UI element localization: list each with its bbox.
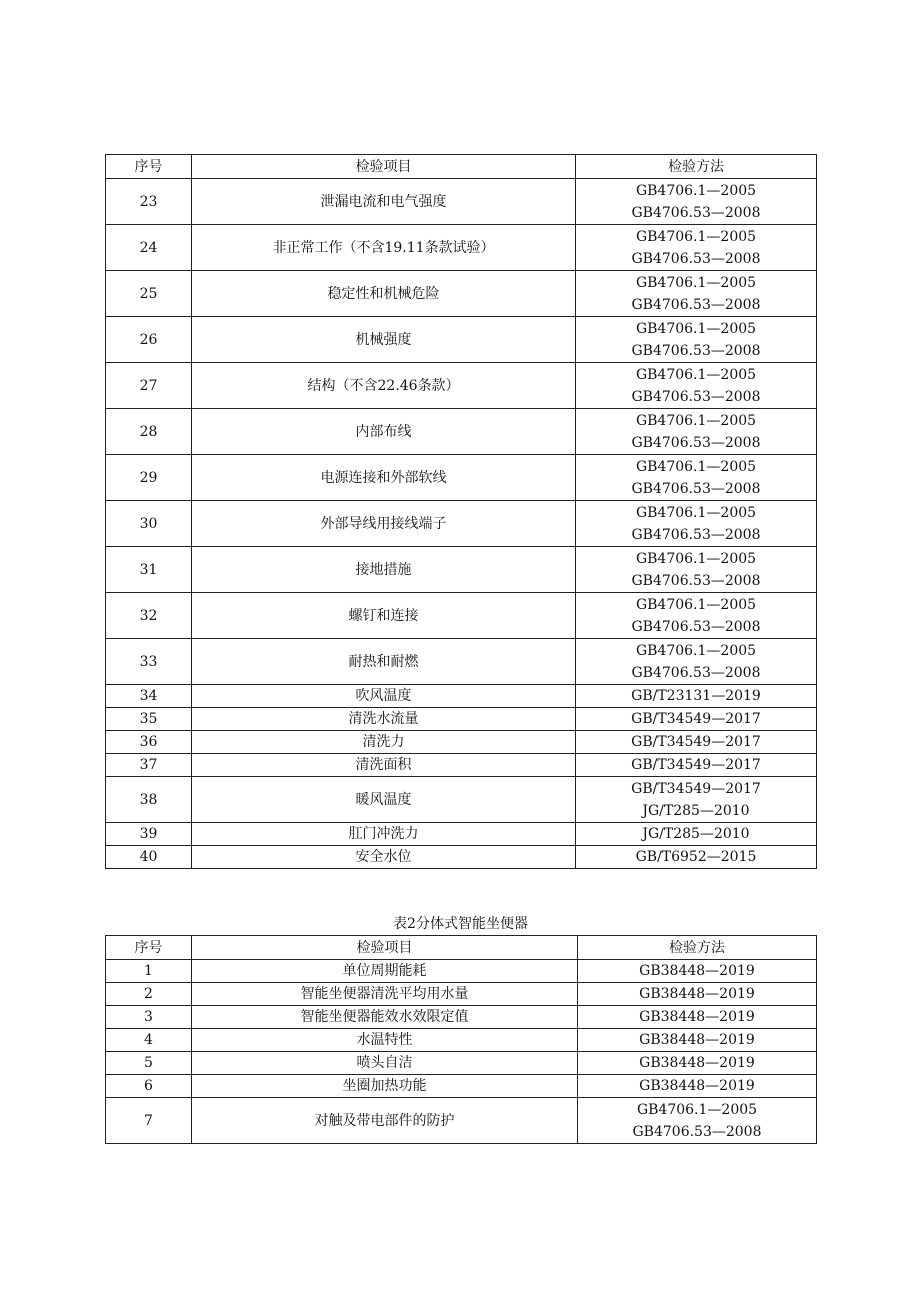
row-item: 结构（不含22.46条款） (192, 363, 576, 409)
table-row (106, 1052, 817, 1075)
row-method (578, 1052, 817, 1075)
row-method (576, 501, 817, 547)
method-standard: GB4706.1—2005 (635, 596, 757, 613)
row-item: 清洗水流量 (192, 708, 576, 731)
row-item: 清洗力 (192, 731, 576, 754)
method-standard: GB4706.53—2008 (632, 1123, 762, 1140)
row-item: 非正常工作（不含19.11条款试验） (192, 225, 576, 271)
row-method (576, 271, 817, 317)
table-row (106, 547, 817, 593)
method-standard: GB/T23131—2019 (631, 688, 761, 704)
row-index: 24 (106, 225, 192, 271)
header-item: 检验项目 (192, 936, 578, 960)
row-method (576, 685, 817, 708)
row-index: 1 (106, 960, 192, 983)
table-row (106, 731, 817, 754)
row-item: 机械强度 (192, 317, 576, 363)
row-item: 外部导线用接线端子 (192, 501, 576, 547)
table-row (106, 271, 817, 317)
header-item: 检验项目 (192, 155, 576, 179)
row-index: 32 (106, 593, 192, 639)
row-index: 28 (106, 409, 192, 455)
method-standard: GB4706.1—2005 (635, 320, 757, 337)
method-standard: GB4706.1—2005 (635, 182, 757, 199)
header-index: 序号 (106, 155, 192, 179)
row-method (576, 317, 817, 363)
method-standard: JG/T285—2010 (642, 826, 750, 842)
row-method (578, 1006, 817, 1029)
inspection-table-1 (105, 154, 817, 869)
method-standard: GB4706.53—2008 (631, 204, 761, 221)
method-standard: GB4706.1—2005 (635, 366, 757, 383)
inspection-table-2 (105, 935, 817, 1144)
method-standard: JG/T285—2010 (642, 802, 750, 819)
method-standard: GB4706.53—2008 (631, 434, 761, 451)
method-standard: GB38448—2019 (639, 1032, 755, 1048)
row-method (576, 225, 817, 271)
method-standard: GB4706.1—2005 (635, 228, 757, 245)
row-index: 36 (106, 731, 192, 754)
table-row (106, 317, 817, 363)
table-row (106, 1006, 817, 1029)
row-method (576, 409, 817, 455)
row-method (578, 983, 817, 1006)
method-standard: GB4706.53—2008 (631, 388, 761, 405)
method-standard: GB4706.1—2005 (635, 550, 757, 567)
row-item: 肛门冲洗力 (192, 823, 576, 846)
row-item: 电源连接和外部软线 (192, 455, 576, 501)
row-index: 38 (106, 777, 192, 823)
row-item: 暖风温度 (192, 777, 576, 823)
method-standard: GB4706.1—2005 (635, 504, 757, 521)
row-index: 39 (106, 823, 192, 846)
row-item: 对触及带电部件的防护 (192, 1098, 578, 1144)
row-item: 单位周期能耗 (192, 960, 578, 983)
row-item: 螺钉和连接 (192, 593, 576, 639)
table-row (106, 708, 817, 731)
row-item: 稳定性和机械危险 (192, 271, 576, 317)
row-item: 吹风温度 (192, 685, 576, 708)
method-standard: GB38448—2019 (639, 963, 755, 979)
row-item: 耐热和耐燃 (192, 639, 576, 685)
row-index: 30 (106, 501, 192, 547)
row-item: 内部布线 (192, 409, 576, 455)
table-row (106, 777, 817, 823)
table-row (106, 983, 817, 1006)
table-row (106, 1075, 817, 1098)
method-standard: GB4706.1—2005 (635, 458, 757, 475)
row-index: 4 (106, 1029, 192, 1052)
method-standard: GB4706.1—2005 (635, 412, 757, 429)
method-standard: GB4706.53—2008 (631, 572, 761, 589)
row-item: 坐圈加热功能 (192, 1075, 578, 1098)
method-standard: GB/T34549—2017 (631, 711, 761, 727)
table-row (106, 593, 817, 639)
method-standard: GB38448—2019 (639, 986, 755, 1002)
table-row (106, 363, 817, 409)
method-standard: GB/T6952—2015 (635, 849, 757, 865)
method-standard: GB/T34549—2017 (631, 734, 761, 750)
table-row (106, 501, 817, 547)
method-standard: GB4706.53—2008 (631, 250, 761, 267)
table-row (106, 1029, 817, 1052)
table-row (106, 455, 817, 501)
row-item: 清洗面积 (192, 754, 576, 777)
table-row (106, 225, 817, 271)
row-index: 2 (106, 983, 192, 1006)
table-row (106, 179, 817, 225)
method-standard: GB38448—2019 (639, 1055, 755, 1071)
row-index: 5 (106, 1052, 192, 1075)
method-standard: GB4706.1—2005 (635, 274, 757, 291)
row-item: 泄漏电流和电气强度 (192, 179, 576, 225)
header-method: 检验方法 (576, 155, 817, 179)
row-method (576, 708, 817, 731)
row-method (576, 179, 817, 225)
table-header-row (106, 155, 817, 179)
header-index: 序号 (106, 936, 192, 960)
row-index: 29 (106, 455, 192, 501)
row-item: 接地措施 (192, 547, 576, 593)
row-index: 37 (106, 754, 192, 777)
row-index: 31 (106, 547, 192, 593)
row-index: 26 (106, 317, 192, 363)
method-standard: GB/T34549—2017 (631, 757, 761, 773)
row-method (576, 823, 817, 846)
row-method (576, 731, 817, 754)
table-row (106, 1098, 817, 1144)
table-row (106, 409, 817, 455)
row-index: 3 (106, 1006, 192, 1029)
row-method (576, 754, 817, 777)
row-index: 25 (106, 271, 192, 317)
table-row (106, 685, 817, 708)
row-index: 7 (106, 1098, 192, 1144)
method-standard: GB4706.1—2005 (636, 1101, 758, 1118)
row-method (576, 363, 817, 409)
row-item: 智能坐便器能效水效限定值 (192, 1006, 578, 1029)
table-header-row (106, 936, 817, 960)
row-method (578, 960, 817, 983)
table-row (106, 639, 817, 685)
row-index: 23 (106, 179, 192, 225)
row-index: 40 (106, 846, 192, 869)
table-row (106, 823, 817, 846)
table-2-caption: 表2分体式智能坐便器 (393, 916, 528, 932)
row-index: 27 (106, 363, 192, 409)
row-index: 34 (106, 685, 192, 708)
row-method (576, 455, 817, 501)
method-standard: GB4706.53—2008 (631, 296, 761, 313)
row-method (576, 547, 817, 593)
row-item: 喷头自洁 (192, 1052, 578, 1075)
table-row (106, 846, 817, 869)
method-standard: GB/T34549—2017 (631, 780, 761, 797)
table-row (106, 754, 817, 777)
method-standard: GB38448—2019 (639, 1078, 755, 1094)
row-method (576, 846, 817, 869)
row-method (576, 639, 817, 685)
method-standard: GB4706.53—2008 (631, 664, 761, 681)
row-index: 33 (106, 639, 192, 685)
row-item: 水温特性 (192, 1029, 578, 1052)
row-item: 安全水位 (192, 846, 576, 869)
row-method (578, 1075, 817, 1098)
row-item: 智能坐便器清洗平均用水量 (192, 983, 578, 1006)
method-standard: GB4706.1—2005 (635, 642, 757, 659)
method-standard: GB4706.53—2008 (631, 342, 761, 359)
table-row (106, 960, 817, 983)
method-standard: GB4706.53—2008 (631, 480, 761, 497)
row-method (578, 1098, 817, 1144)
row-index: 6 (106, 1075, 192, 1098)
row-method (578, 1029, 817, 1052)
method-standard: GB38448—2019 (639, 1009, 755, 1025)
row-method (576, 593, 817, 639)
row-index: 35 (106, 708, 192, 731)
method-standard: GB4706.53—2008 (631, 526, 761, 543)
method-standard: GB4706.53—2008 (631, 618, 761, 635)
header-method: 检验方法 (578, 936, 817, 960)
row-method (576, 777, 817, 823)
